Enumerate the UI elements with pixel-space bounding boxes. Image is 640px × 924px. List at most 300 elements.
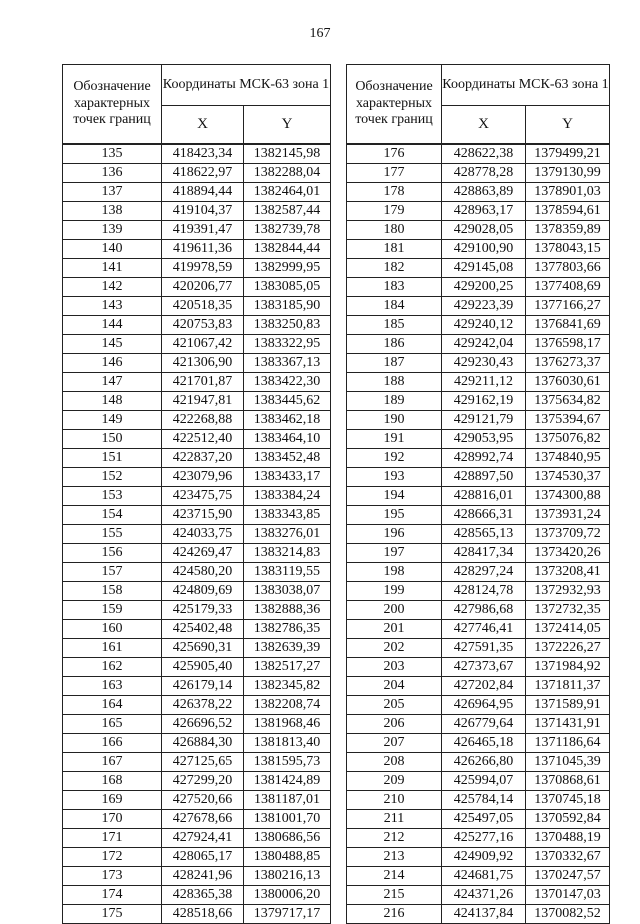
x-coordinate-cell: 427202,84	[442, 677, 526, 696]
point-number-cell: 149	[63, 411, 162, 430]
point-number-cell: 215	[347, 886, 442, 905]
y-coordinate-cell: 1383445,62	[244, 392, 331, 411]
y-coordinate-cell: 1383276,01	[244, 525, 331, 544]
point-number-cell: 170	[63, 810, 162, 829]
x-coordinate-cell: 429211,12	[442, 373, 526, 392]
x-coordinate-cell: 427746,41	[442, 620, 526, 639]
y-coordinate-cell: 1378359,89	[526, 221, 610, 240]
point-number-cell: 156	[63, 544, 162, 563]
y-coordinate-cell: 1375634,82	[526, 392, 610, 411]
point-number-cell: 169	[63, 791, 162, 810]
point-number-cell: 180	[347, 221, 442, 240]
x-coordinate-cell: 425905,40	[162, 658, 244, 677]
x-coordinate-cell: 424809,69	[162, 582, 244, 601]
y-coordinate-cell: 1381187,01	[244, 791, 331, 810]
table-row	[63, 183, 331, 202]
y-coordinate-cell: 1370247,57	[526, 867, 610, 886]
x-coordinate-cell: 422268,88	[162, 411, 244, 430]
table-row	[347, 259, 610, 278]
point-number-cell: 158	[63, 582, 162, 601]
point-number-cell: 173	[63, 867, 162, 886]
table-row	[347, 658, 610, 677]
y-coordinate-cell: 1379717,17	[244, 905, 331, 924]
table-row	[63, 734, 331, 753]
table-row	[63, 639, 331, 658]
x-coordinate-cell: 428565,13	[442, 525, 526, 544]
point-number-cell: 209	[347, 772, 442, 791]
point-number-cell: 162	[63, 658, 162, 677]
y-coordinate-cell: 1377166,27	[526, 297, 610, 316]
table-row	[63, 905, 331, 924]
x-coordinate-cell: 425402,48	[162, 620, 244, 639]
table-row	[347, 791, 610, 810]
table-row	[347, 144, 610, 164]
point-number-cell: 140	[63, 240, 162, 259]
table-row	[63, 829, 331, 848]
x-coordinate-cell: 429121,79	[442, 411, 526, 430]
x-coordinate-cell: 419391,47	[162, 221, 244, 240]
table-row	[63, 867, 331, 886]
point-number-cell: 213	[347, 848, 442, 867]
y-coordinate-cell: 1377803,66	[526, 259, 610, 278]
point-number-cell: 184	[347, 297, 442, 316]
point-number-cell: 210	[347, 791, 442, 810]
x-coordinate-cell: 425784,14	[442, 791, 526, 810]
point-number-cell: 136	[63, 164, 162, 183]
y-coordinate-cell: 1379130,99	[526, 164, 610, 183]
table-row	[63, 487, 331, 506]
table-row	[347, 886, 610, 905]
y-coordinate-cell: 1373931,24	[526, 506, 610, 525]
table-row	[347, 373, 610, 392]
x-coordinate-cell: 425994,07	[442, 772, 526, 791]
table-row	[63, 316, 331, 335]
point-number-cell: 196	[347, 525, 442, 544]
coords-title-header: Координаты МСК-63 зона 1	[442, 65, 610, 106]
y-coordinate-cell: 1382288,04	[244, 164, 331, 183]
point-number-cell: 197	[347, 544, 442, 563]
x-coordinate-cell: 420753,83	[162, 316, 244, 335]
x-coordinate-cell: 426378,22	[162, 696, 244, 715]
point-number-cell: 143	[63, 297, 162, 316]
y-coordinate-cell: 1370592,84	[526, 810, 610, 829]
y-coordinate-cell: 1381595,73	[244, 753, 331, 772]
point-number-cell: 191	[347, 430, 442, 449]
x-coordinate-cell: 428897,50	[442, 468, 526, 487]
point-number-cell: 176	[347, 144, 442, 164]
table-row	[63, 886, 331, 905]
point-number-cell: 211	[347, 810, 442, 829]
table-row	[347, 468, 610, 487]
x-coordinate-cell: 428816,01	[442, 487, 526, 506]
point-number-cell: 201	[347, 620, 442, 639]
y-coordinate-cell: 1380686,56	[244, 829, 331, 848]
point-number-cell: 148	[63, 392, 162, 411]
x-coordinate-cell: 428297,24	[442, 563, 526, 582]
point-number-cell: 152	[63, 468, 162, 487]
y-coordinate-cell: 1382208,74	[244, 696, 331, 715]
table-row	[63, 392, 331, 411]
y-coordinate-cell: 1382587,44	[244, 202, 331, 221]
table-row	[63, 696, 331, 715]
x-coordinate-cell: 425277,16	[442, 829, 526, 848]
table-row	[63, 563, 331, 582]
y-coordinate-cell: 1383452,48	[244, 449, 331, 468]
table-row	[63, 772, 331, 791]
table-row	[347, 582, 610, 601]
x-coordinate-cell: 428518,66	[162, 905, 244, 924]
y-coordinate-cell: 1371811,37	[526, 677, 610, 696]
table-row	[347, 544, 610, 563]
x-coordinate-cell: 427520,66	[162, 791, 244, 810]
point-number-cell: 203	[347, 658, 442, 677]
point-number-cell: 181	[347, 240, 442, 259]
y-coordinate-cell: 1372414,05	[526, 620, 610, 639]
y-coordinate-cell: 1383185,90	[244, 297, 331, 316]
y-coordinate-cell: 1370147,03	[526, 886, 610, 905]
point-number-cell: 208	[347, 753, 442, 772]
point-number-cell: 193	[347, 468, 442, 487]
point-number-cell: 171	[63, 829, 162, 848]
point-number-cell: 198	[347, 563, 442, 582]
point-number-cell: 190	[347, 411, 442, 430]
y-coordinate-cell: 1383119,55	[244, 563, 331, 582]
y-coordinate-cell: 1380216,13	[244, 867, 331, 886]
x-coordinate-cell: 424033,75	[162, 525, 244, 544]
table-row	[347, 278, 610, 297]
x-coordinate-cell: 427678,66	[162, 810, 244, 829]
point-number-cell: 202	[347, 639, 442, 658]
x-coordinate-cell: 421306,90	[162, 354, 244, 373]
x-coordinate-cell: 422837,20	[162, 449, 244, 468]
table-row	[347, 202, 610, 221]
x-coordinate-cell: 427924,41	[162, 829, 244, 848]
table-row	[347, 620, 610, 639]
table-row	[347, 734, 610, 753]
point-number-cell: 161	[63, 639, 162, 658]
table-row	[63, 506, 331, 525]
x-coordinate-cell: 418622,97	[162, 164, 244, 183]
x-coordinate-cell: 428417,34	[442, 544, 526, 563]
x-coordinate-cell: 424580,20	[162, 563, 244, 582]
table-row	[63, 525, 331, 544]
y-coordinate-cell: 1378043,15	[526, 240, 610, 259]
point-number-cell: 165	[63, 715, 162, 734]
point-number-cell: 199	[347, 582, 442, 601]
y-coordinate-cell: 1371984,92	[526, 658, 610, 677]
y-coordinate-cell: 1382844,44	[244, 240, 331, 259]
y-coordinate-cell: 1381001,70	[244, 810, 331, 829]
table-row	[63, 354, 331, 373]
table-row	[63, 848, 331, 867]
table-row	[347, 677, 610, 696]
point-number-cell: 163	[63, 677, 162, 696]
x-coordinate-cell: 428778,28	[442, 164, 526, 183]
y-coordinate-cell: 1383085,05	[244, 278, 331, 297]
point-number-cell: 142	[63, 278, 162, 297]
y-coordinate-cell: 1371045,39	[526, 753, 610, 772]
y-coordinate-cell: 1383250,83	[244, 316, 331, 335]
point-number-cell: 139	[63, 221, 162, 240]
x-coordinate-cell: 419104,37	[162, 202, 244, 221]
table-row	[347, 221, 610, 240]
x-coordinate-cell: 421701,87	[162, 373, 244, 392]
point-number-cell: 177	[347, 164, 442, 183]
table-row	[347, 639, 610, 658]
point-number-cell: 205	[347, 696, 442, 715]
x-coordinate-cell: 419611,36	[162, 240, 244, 259]
y-coordinate-cell: 1373420,26	[526, 544, 610, 563]
table-row	[63, 658, 331, 677]
x-coordinate-cell: 428622,38	[442, 144, 526, 164]
table-row	[347, 487, 610, 506]
point-number-cell: 144	[63, 316, 162, 335]
x-coordinate-cell: 418894,44	[162, 183, 244, 202]
x-coordinate-cell: 426696,52	[162, 715, 244, 734]
y-coordinate-cell: 1377408,69	[526, 278, 610, 297]
point-number-cell: 194	[347, 487, 442, 506]
y-coordinate-cell: 1378594,61	[526, 202, 610, 221]
y-coordinate-cell: 1383367,13	[244, 354, 331, 373]
table-row	[63, 791, 331, 810]
table-row	[63, 753, 331, 772]
point-number-cell: 141	[63, 259, 162, 278]
point-number-cell: 175	[63, 905, 162, 924]
point-number-cell: 195	[347, 506, 442, 525]
x-coordinate-cell: 427125,65	[162, 753, 244, 772]
table-row	[347, 430, 610, 449]
table-row	[347, 601, 610, 620]
x-coordinate-cell: 419978,59	[162, 259, 244, 278]
point-number-cell: 167	[63, 753, 162, 772]
point-number-cell: 146	[63, 354, 162, 373]
y-coordinate-cell: 1376598,17	[526, 335, 610, 354]
y-coordinate-cell: 1381968,46	[244, 715, 331, 734]
x-coordinate-cell: 425690,31	[162, 639, 244, 658]
y-coordinate-cell: 1382888,36	[244, 601, 331, 620]
table-row	[347, 848, 610, 867]
x-coordinate-cell: 421067,42	[162, 335, 244, 354]
table-row	[347, 810, 610, 829]
x-coordinate-cell: 420518,35	[162, 297, 244, 316]
point-number-cell: 192	[347, 449, 442, 468]
table-row	[347, 829, 610, 848]
table-row	[63, 335, 331, 354]
x-coordinate-cell: 424269,47	[162, 544, 244, 563]
x-coordinate-cell: 427373,67	[442, 658, 526, 677]
x-coordinate-cell: 426964,95	[442, 696, 526, 715]
x-coordinate-cell: 424909,92	[442, 848, 526, 867]
x-coordinate-cell: 428365,38	[162, 886, 244, 905]
table-row	[347, 753, 610, 772]
x-coordinate-cell: 427299,20	[162, 772, 244, 791]
y-coordinate-cell: 1381424,89	[244, 772, 331, 791]
point-number-cell: 216	[347, 905, 442, 924]
x-coordinate-cell: 429100,90	[442, 240, 526, 259]
x-coordinate-cell: 429028,05	[442, 221, 526, 240]
table-row	[63, 810, 331, 829]
y-coordinate-cell: 1382999,95	[244, 259, 331, 278]
y-coordinate-cell: 1370488,19	[526, 829, 610, 848]
x-coordinate-cell: 422512,40	[162, 430, 244, 449]
x-coordinate-cell: 428241,96	[162, 867, 244, 886]
point-label-header: Обозначение характерных точек границ	[63, 65, 162, 145]
coordinates-table-right	[346, 64, 610, 924]
table-row	[63, 411, 331, 430]
x-header: X	[162, 106, 244, 145]
point-number-cell: 154	[63, 506, 162, 525]
y-header: Y	[526, 106, 610, 145]
x-coordinate-cell: 424137,84	[442, 905, 526, 924]
y-coordinate-cell: 1370082,52	[526, 905, 610, 924]
x-coordinate-cell: 429145,08	[442, 259, 526, 278]
x-coordinate-cell: 429240,12	[442, 316, 526, 335]
y-coordinate-cell: 1372732,35	[526, 601, 610, 620]
table-row	[347, 905, 610, 924]
table-row	[63, 297, 331, 316]
y-coordinate-cell: 1383462,18	[244, 411, 331, 430]
y-coordinate-cell: 1370868,61	[526, 772, 610, 791]
point-number-cell: 200	[347, 601, 442, 620]
x-coordinate-cell: 429230,43	[442, 354, 526, 373]
table-row	[347, 449, 610, 468]
table-row	[347, 696, 610, 715]
y-coordinate-cell: 1371431,91	[526, 715, 610, 734]
x-coordinate-cell: 428065,17	[162, 848, 244, 867]
y-coordinate-cell: 1373208,41	[526, 563, 610, 582]
y-coordinate-cell: 1382517,27	[244, 658, 331, 677]
point-number-cell: 172	[63, 848, 162, 867]
x-coordinate-cell: 418423,34	[162, 144, 244, 164]
coordinates-table-left	[62, 64, 331, 924]
table-row	[347, 316, 610, 335]
y-coordinate-cell: 1376273,37	[526, 354, 610, 373]
point-number-cell: 135	[63, 144, 162, 164]
y-coordinate-cell: 1371186,64	[526, 734, 610, 753]
table-row	[347, 772, 610, 791]
y-coordinate-cell: 1383422,30	[244, 373, 331, 392]
y-coordinate-cell: 1382786,35	[244, 620, 331, 639]
y-coordinate-cell: 1378901,03	[526, 183, 610, 202]
x-coordinate-cell: 423715,90	[162, 506, 244, 525]
point-number-cell: 214	[347, 867, 442, 886]
x-coordinate-cell: 428666,31	[442, 506, 526, 525]
x-coordinate-cell: 425497,05	[442, 810, 526, 829]
x-coordinate-cell: 426465,18	[442, 734, 526, 753]
x-coordinate-cell: 423475,75	[162, 487, 244, 506]
table-row	[347, 183, 610, 202]
table-row	[347, 715, 610, 734]
y-coordinate-cell: 1383384,24	[244, 487, 331, 506]
table-row	[347, 297, 610, 316]
table-row	[63, 240, 331, 259]
x-coordinate-cell: 429053,95	[442, 430, 526, 449]
x-coordinate-cell: 426179,14	[162, 677, 244, 696]
y-coordinate-cell: 1382739,78	[244, 221, 331, 240]
point-number-cell: 145	[63, 335, 162, 354]
table-row	[63, 373, 331, 392]
x-coordinate-cell: 426884,30	[162, 734, 244, 753]
x-coordinate-cell: 429162,19	[442, 392, 526, 411]
x-coordinate-cell: 427591,35	[442, 639, 526, 658]
table-row	[347, 563, 610, 582]
point-number-cell: 153	[63, 487, 162, 506]
x-coordinate-cell: 421947,81	[162, 392, 244, 411]
y-coordinate-cell: 1382464,01	[244, 183, 331, 202]
point-number-cell: 207	[347, 734, 442, 753]
table-row	[63, 468, 331, 487]
y-coordinate-cell: 1381813,40	[244, 734, 331, 753]
table-row	[63, 144, 331, 164]
table-row	[63, 202, 331, 221]
point-number-cell: 178	[347, 183, 442, 202]
x-header: X	[442, 106, 526, 145]
y-coordinate-cell: 1380006,20	[244, 886, 331, 905]
y-coordinate-cell: 1375076,82	[526, 430, 610, 449]
x-coordinate-cell: 428863,89	[442, 183, 526, 202]
point-number-cell: 168	[63, 772, 162, 791]
y-coordinate-cell: 1382639,39	[244, 639, 331, 658]
table-row	[63, 601, 331, 620]
table-row	[347, 392, 610, 411]
y-coordinate-cell: 1373709,72	[526, 525, 610, 544]
table-row	[63, 221, 331, 240]
point-number-cell: 183	[347, 278, 442, 297]
point-number-cell: 179	[347, 202, 442, 221]
point-number-cell: 160	[63, 620, 162, 639]
y-coordinate-cell: 1375394,67	[526, 411, 610, 430]
point-number-cell: 206	[347, 715, 442, 734]
x-coordinate-cell: 429242,04	[442, 335, 526, 354]
x-coordinate-cell: 429200,25	[442, 278, 526, 297]
table-row	[63, 430, 331, 449]
table-row	[63, 677, 331, 696]
table-row	[347, 354, 610, 373]
y-coordinate-cell: 1374530,37	[526, 468, 610, 487]
table-row	[63, 164, 331, 183]
point-number-cell: 212	[347, 829, 442, 848]
x-coordinate-cell: 428992,74	[442, 449, 526, 468]
x-coordinate-cell: 424371,26	[442, 886, 526, 905]
x-coordinate-cell: 427986,68	[442, 601, 526, 620]
y-coordinate-cell: 1383038,07	[244, 582, 331, 601]
table-row	[63, 449, 331, 468]
table-row	[347, 411, 610, 430]
x-coordinate-cell: 428124,78	[442, 582, 526, 601]
x-coordinate-cell: 424681,75	[442, 867, 526, 886]
x-coordinate-cell: 426779,64	[442, 715, 526, 734]
table-row	[347, 240, 610, 259]
table-row	[63, 620, 331, 639]
y-coordinate-cell: 1372932,93	[526, 582, 610, 601]
table-row	[347, 867, 610, 886]
y-coordinate-cell: 1383322,95	[244, 335, 331, 354]
table-row	[63, 259, 331, 278]
table-row	[347, 164, 610, 183]
point-number-cell: 157	[63, 563, 162, 582]
table-row	[347, 335, 610, 354]
point-number-cell: 147	[63, 373, 162, 392]
point-number-cell: 166	[63, 734, 162, 753]
y-coordinate-cell: 1383464,10	[244, 430, 331, 449]
point-number-cell: 185	[347, 316, 442, 335]
table-row	[63, 544, 331, 563]
point-label-header: Обозначение характерных точек границ	[347, 65, 442, 145]
y-coordinate-cell: 1383214,83	[244, 544, 331, 563]
y-coordinate-cell: 1376841,69	[526, 316, 610, 335]
y-coordinate-cell: 1372226,27	[526, 639, 610, 658]
table-row	[63, 582, 331, 601]
